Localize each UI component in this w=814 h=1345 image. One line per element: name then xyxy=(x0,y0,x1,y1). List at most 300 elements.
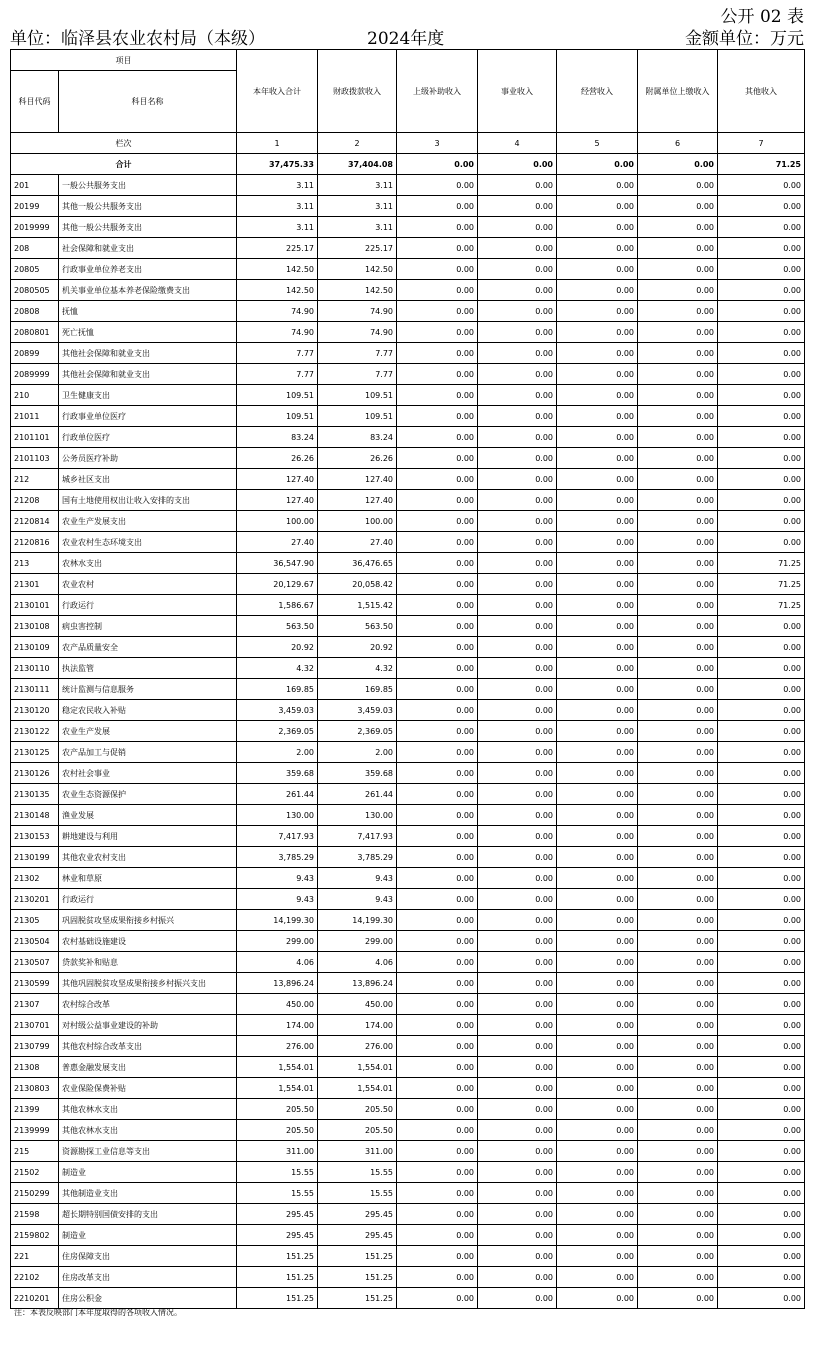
amount-cell: 4.32 xyxy=(237,658,318,679)
amount-cell: 7.77 xyxy=(237,364,318,385)
amount-cell: 0.00 xyxy=(638,994,718,1015)
amount-cell: 0.00 xyxy=(638,595,718,616)
amount-cell: 0.00 xyxy=(718,1246,805,1267)
amount-cell: 0.00 xyxy=(478,553,557,574)
amount-cell: 0.00 xyxy=(478,301,557,322)
table-row xyxy=(11,1267,805,1288)
amount-cell: 0.00 xyxy=(718,532,805,553)
amount-cell: 174.00 xyxy=(318,1015,397,1036)
amount-cell: 15.55 xyxy=(318,1162,397,1183)
column-number-label: 栏次 xyxy=(11,133,237,154)
amount-cell: 0.00 xyxy=(397,595,478,616)
amount-cell: 311.00 xyxy=(318,1141,397,1162)
amount-cell: 7.77 xyxy=(318,343,397,364)
amount-cell: 0.00 xyxy=(557,196,638,217)
subject-name-cell: 一般公共服务支出 xyxy=(59,175,237,196)
amount-cell: 0.00 xyxy=(557,259,638,280)
subject-code-cell: 21302 xyxy=(11,868,59,889)
amount-cell: 0.00 xyxy=(718,1099,805,1120)
subject-name-cell: 其他制造业支出 xyxy=(59,1183,237,1204)
subject-name-cell: 行政单位医疗 xyxy=(59,427,237,448)
table-row xyxy=(11,742,805,763)
amount-cell: 0.00 xyxy=(557,1141,638,1162)
table-row xyxy=(11,679,805,700)
amount-cell: 0.00 xyxy=(478,700,557,721)
amount-cell: 0.00 xyxy=(397,616,478,637)
amount-cell: 0.00 xyxy=(718,973,805,994)
amount-cell: 295.45 xyxy=(318,1204,397,1225)
subject-name-cell: 对村级公益事业建设的补助 xyxy=(59,1015,237,1036)
amount-cell: 0.00 xyxy=(397,217,478,238)
amount-cell: 450.00 xyxy=(318,994,397,1015)
subject-name-cell: 行政事业单位养老支出 xyxy=(59,259,237,280)
amount-cell: 0.00 xyxy=(638,1225,718,1246)
amount-cell: 0.00 xyxy=(557,973,638,994)
subject-name-cell: 行政运行 xyxy=(59,595,237,616)
table-row xyxy=(11,469,805,490)
total-label: 合计 xyxy=(11,154,237,175)
table-row xyxy=(11,574,805,595)
table-row xyxy=(11,868,805,889)
header-row-1 xyxy=(11,50,805,71)
amount-cell: 0.00 xyxy=(397,1225,478,1246)
amount-cell: 0.00 xyxy=(718,868,805,889)
subject-name-cell: 稳定农民收入补贴 xyxy=(59,700,237,721)
amount-cell: 295.45 xyxy=(318,1225,397,1246)
amount-cell: 0.00 xyxy=(638,763,718,784)
total-row xyxy=(11,154,805,175)
amount-cell: 127.40 xyxy=(237,469,318,490)
amount-cell: 0.00 xyxy=(718,1036,805,1057)
amount-cell: 1,586.67 xyxy=(237,595,318,616)
table-row xyxy=(11,1246,805,1267)
amount-cell: 0.00 xyxy=(557,553,638,574)
amount-cell: 0.00 xyxy=(478,385,557,406)
amount-cell: 0.00 xyxy=(397,910,478,931)
table-row xyxy=(11,553,805,574)
amount-cell: 0.00 xyxy=(397,406,478,427)
amount-cell: 151.25 xyxy=(237,1246,318,1267)
amount-cell: 0.00 xyxy=(718,280,805,301)
amount-cell: 0.00 xyxy=(557,175,638,196)
subject-name-cell: 住房保障支出 xyxy=(59,1246,237,1267)
subject-name-cell: 超长期特别国债安排的支出 xyxy=(59,1204,237,1225)
amount-cell: 20,129.67 xyxy=(237,574,318,595)
amount-cell: 0.00 xyxy=(638,364,718,385)
amount-cell: 3,785.29 xyxy=(237,847,318,868)
amount-cell: 2,369.05 xyxy=(237,721,318,742)
column-number-cell: 2 xyxy=(318,133,397,154)
amount-cell: 0.00 xyxy=(397,1057,478,1078)
subject-code-cell: 21011 xyxy=(11,406,59,427)
amount-cell: 0.00 xyxy=(638,385,718,406)
amount-cell: 205.50 xyxy=(237,1120,318,1141)
amount-cell: 0.00 xyxy=(397,700,478,721)
amount-cell: 0.00 xyxy=(478,259,557,280)
amount-cell: 151.25 xyxy=(318,1267,397,1288)
amount-cell: 14,199.30 xyxy=(237,910,318,931)
amount-cell: 0.00 xyxy=(638,259,718,280)
amount-cell: 20.92 xyxy=(318,637,397,658)
amount-cell: 0.00 xyxy=(718,826,805,847)
subject-name-cell: 普惠金融发展支出 xyxy=(59,1057,237,1078)
amount-cell: 295.45 xyxy=(237,1225,318,1246)
amount-cell: 0.00 xyxy=(638,826,718,847)
amount-cell: 20,058.42 xyxy=(318,574,397,595)
amount-cell: 0.00 xyxy=(478,1225,557,1246)
amount-cell: 0.00 xyxy=(397,658,478,679)
subject-code-cell: 20805 xyxy=(11,259,59,280)
amount-cell: 0.00 xyxy=(397,742,478,763)
total-income-header: 本年收入合计 xyxy=(237,50,318,133)
amount-cell: 0.00 xyxy=(638,343,718,364)
amount-cell: 0.00 xyxy=(397,1036,478,1057)
amount-cell: 0.00 xyxy=(478,658,557,679)
table-row xyxy=(11,637,805,658)
subject-name-cell: 巩固脱贫攻坚成果衔接乡村振兴 xyxy=(59,910,237,931)
amount-cell: 0.00 xyxy=(478,490,557,511)
amount-cell: 225.17 xyxy=(237,238,318,259)
amount-cell: 0.00 xyxy=(638,301,718,322)
form-code: 公开 02 表 xyxy=(720,7,804,27)
table-row xyxy=(11,1141,805,1162)
amount-cell: 0.00 xyxy=(397,889,478,910)
amount-cell: 276.00 xyxy=(237,1036,318,1057)
amount-cell: 0.00 xyxy=(718,469,805,490)
subject-code-cell: 2130111 xyxy=(11,679,59,700)
amount-cell: 0.00 xyxy=(478,973,557,994)
amount-cell: 0.00 xyxy=(478,595,557,616)
amount-cell: 0.00 xyxy=(478,280,557,301)
amount-cell: 0.00 xyxy=(718,805,805,826)
table-row xyxy=(11,1183,805,1204)
subject-code-cell: 2130101 xyxy=(11,595,59,616)
table-row xyxy=(11,385,805,406)
amount-cell: 0.00 xyxy=(557,301,638,322)
table-row xyxy=(11,931,805,952)
amount-cell: 0.00 xyxy=(638,889,718,910)
amount-cell: 0.00 xyxy=(638,1036,718,1057)
amount-cell: 15.55 xyxy=(237,1183,318,1204)
table-row xyxy=(11,826,805,847)
amount-cell: 0.00 xyxy=(478,406,557,427)
amount-cell: 0.00 xyxy=(718,238,805,259)
amount-cell: 0.00 xyxy=(478,574,557,595)
subject-name-cell: 其他农林水支出 xyxy=(59,1099,237,1120)
amount-cell: 100.00 xyxy=(318,511,397,532)
table-row xyxy=(11,280,805,301)
amount-cell: 13,896.24 xyxy=(237,973,318,994)
table-row xyxy=(11,238,805,259)
amount-cell: 0.00 xyxy=(557,868,638,889)
amount-cell: 0.00 xyxy=(557,1162,638,1183)
subject-code-cell: 2080801 xyxy=(11,322,59,343)
amount-cell: 0.00 xyxy=(478,637,557,658)
amount-cell: 261.44 xyxy=(318,784,397,805)
table-row xyxy=(11,763,805,784)
amount-cell: 0.00 xyxy=(478,217,557,238)
subject-code-cell: 2089999 xyxy=(11,364,59,385)
amount-cell: 0.00 xyxy=(397,1120,478,1141)
amount-cell: 0.00 xyxy=(478,532,557,553)
amount-cell: 0.00 xyxy=(478,931,557,952)
amount-cell: 0.00 xyxy=(718,217,805,238)
column-number-cell: 3 xyxy=(397,133,478,154)
subject-code-cell: 21399 xyxy=(11,1099,59,1120)
amount-cell: 299.00 xyxy=(237,931,318,952)
amount-cell: 0.00 xyxy=(478,364,557,385)
subject-code-cell: 210 xyxy=(11,385,59,406)
amount-cell: 3.11 xyxy=(237,175,318,196)
amount-cell: 9.43 xyxy=(237,868,318,889)
amount-cell: 7,417.93 xyxy=(318,826,397,847)
amount-cell: 0.00 xyxy=(638,1246,718,1267)
column-number-row xyxy=(11,133,805,154)
amount-cell: 0.00 xyxy=(557,217,638,238)
subject-name-cell: 其他巩固脱贫攻坚成果衔接乡村振兴支出 xyxy=(59,973,237,994)
amount-cell: 1,554.01 xyxy=(318,1078,397,1099)
amount-cell: 142.50 xyxy=(237,280,318,301)
amount-cell: 0.00 xyxy=(557,700,638,721)
amount-cell: 0.00 xyxy=(478,322,557,343)
subject-name-cell: 农业生产发展支出 xyxy=(59,511,237,532)
subject-name-cell: 贷款奖补和贴息 xyxy=(59,952,237,973)
amount-cell: 0.00 xyxy=(557,742,638,763)
amount-cell: 0.00 xyxy=(638,1099,718,1120)
amount-cell: 0.00 xyxy=(718,259,805,280)
subject-code-cell: 2130110 xyxy=(11,658,59,679)
amount-cell: 169.85 xyxy=(237,679,318,700)
amount-cell: 0.00 xyxy=(397,868,478,889)
table-row xyxy=(11,1120,805,1141)
amount-cell: 0.00 xyxy=(397,1099,478,1120)
amount-cell: 0.00 xyxy=(718,700,805,721)
amount-cell: 0.00 xyxy=(638,784,718,805)
name-header: 科目名称 xyxy=(59,71,237,133)
amount-cell: 0.00 xyxy=(557,448,638,469)
amount-cell: 0.00 xyxy=(557,889,638,910)
subject-code-cell: 21502 xyxy=(11,1162,59,1183)
amount-cell: 0.00 xyxy=(478,1078,557,1099)
subject-code-cell: 20808 xyxy=(11,301,59,322)
subject-code-cell: 2130153 xyxy=(11,826,59,847)
subject-code-cell: 2130126 xyxy=(11,763,59,784)
amount-cell: 0.00 xyxy=(638,532,718,553)
amount-cell: 0.00 xyxy=(397,826,478,847)
subject-code-cell: 2130148 xyxy=(11,805,59,826)
amount-cell: 0.00 xyxy=(718,196,805,217)
amount-cell: 74.90 xyxy=(237,322,318,343)
amount-cell: 0.00 xyxy=(638,1120,718,1141)
amount-cell: 0.00 xyxy=(718,511,805,532)
amount-cell: 0.00 xyxy=(557,805,638,826)
subject-name-cell: 农村社会事业 xyxy=(59,763,237,784)
amount-cell: 151.25 xyxy=(318,1288,397,1309)
amount-cell: 71.25 xyxy=(718,553,805,574)
amount-cell: 0.00 xyxy=(718,742,805,763)
amount-cell: 563.50 xyxy=(237,616,318,637)
amount-cell: 0.00 xyxy=(638,427,718,448)
code-header: 科目代码 xyxy=(11,71,59,133)
subject-name-cell: 农林水支出 xyxy=(59,553,237,574)
amount-cell: 9.43 xyxy=(237,889,318,910)
amount-cell: 0.00 xyxy=(478,994,557,1015)
amount-cell: 0.00 xyxy=(557,847,638,868)
subject-name-cell: 农业生产发展 xyxy=(59,721,237,742)
subject-name-cell: 社会保障和就业支出 xyxy=(59,238,237,259)
amount-cell: 0.00 xyxy=(557,511,638,532)
subject-code-cell: 2130122 xyxy=(11,721,59,742)
amount-cell: 0.00 xyxy=(638,1141,718,1162)
subject-name-cell: 公务员医疗补助 xyxy=(59,448,237,469)
amount-cell: 0.00 xyxy=(478,1267,557,1288)
table-row xyxy=(11,322,805,343)
subject-code-cell: 213 xyxy=(11,553,59,574)
amount-cell: 3.11 xyxy=(318,196,397,217)
amount-cell: 0.00 xyxy=(638,175,718,196)
table-row xyxy=(11,1015,805,1036)
amount-cell: 127.40 xyxy=(318,469,397,490)
amount-cell: 0.00 xyxy=(478,1204,557,1225)
amount-cell: 26.26 xyxy=(318,448,397,469)
amount-cell: 0.00 xyxy=(557,721,638,742)
amount-cell: 0.00 xyxy=(718,616,805,637)
amount-cell: 0.00 xyxy=(478,679,557,700)
amount-cell: 0.00 xyxy=(638,280,718,301)
amount-cell: 15.55 xyxy=(318,1183,397,1204)
amount-cell: 0.00 xyxy=(397,1246,478,1267)
amount-cell: 174.00 xyxy=(237,1015,318,1036)
amount-cell: 0.00 xyxy=(638,322,718,343)
amount-cell: 0.00 xyxy=(478,889,557,910)
subject-name-cell: 城乡社区支出 xyxy=(59,469,237,490)
subject-name-cell: 农产品质量安全 xyxy=(59,637,237,658)
amount-cell: 71.25 xyxy=(718,574,805,595)
amount-cell: 142.50 xyxy=(318,280,397,301)
amount-cell: 3.11 xyxy=(237,196,318,217)
subject-code-cell: 22102 xyxy=(11,1267,59,1288)
amount-cell: 7.77 xyxy=(318,364,397,385)
amount-cell: 0.00 xyxy=(557,1183,638,1204)
amount-cell: 0.00 xyxy=(397,763,478,784)
subject-name-cell: 病虫害控制 xyxy=(59,616,237,637)
amount-cell: 0.00 xyxy=(397,1078,478,1099)
amount-cell: 0.00 xyxy=(638,469,718,490)
amount-cell: 0.00 xyxy=(478,616,557,637)
table-row xyxy=(11,1204,805,1225)
subject-code-cell: 2130803 xyxy=(11,1078,59,1099)
amount-cell: 0.00 xyxy=(557,994,638,1015)
subject-code-cell: 2120814 xyxy=(11,511,59,532)
amount-cell: 0.00 xyxy=(557,616,638,637)
subject-name-cell: 制造业 xyxy=(59,1225,237,1246)
amount-cell: 0.00 xyxy=(397,175,478,196)
amount-cell: 0.00 xyxy=(397,784,478,805)
table-row xyxy=(11,805,805,826)
amount-cell: 205.50 xyxy=(237,1099,318,1120)
amount-cell: 0.00 xyxy=(718,1057,805,1078)
total-value-cell: 71.25 xyxy=(718,154,805,175)
subject-code-cell: 2130135 xyxy=(11,784,59,805)
amount-cell: 0.00 xyxy=(397,1267,478,1288)
amount-cell: 0.00 xyxy=(718,1267,805,1288)
amount-cell: 0.00 xyxy=(557,1015,638,1036)
subject-code-cell: 21598 xyxy=(11,1204,59,1225)
amount-cell: 0.00 xyxy=(478,1036,557,1057)
income-table xyxy=(10,49,805,1309)
amount-cell: 0.00 xyxy=(557,1288,638,1309)
amount-cell: 7,417.93 xyxy=(237,826,318,847)
amount-cell: 0.00 xyxy=(638,742,718,763)
amount-cell: 0.00 xyxy=(478,826,557,847)
amount-cell: 0.00 xyxy=(638,847,718,868)
table-row xyxy=(11,1057,805,1078)
table-row xyxy=(11,658,805,679)
table-row xyxy=(11,343,805,364)
amount-cell: 0.00 xyxy=(478,910,557,931)
subject-code-cell: 2139999 xyxy=(11,1120,59,1141)
amount-cell: 0.00 xyxy=(397,805,478,826)
amount-cell: 0.00 xyxy=(638,1288,718,1309)
amount-cell: 0.00 xyxy=(397,196,478,217)
amount-cell: 0.00 xyxy=(718,1078,805,1099)
amount-cell: 0.00 xyxy=(557,1225,638,1246)
amount-cell: 0.00 xyxy=(718,343,805,364)
amount-cell: 0.00 xyxy=(557,385,638,406)
amount-cell: 0.00 xyxy=(397,1183,478,1204)
subject-code-cell: 201 xyxy=(11,175,59,196)
amount-cell: 0.00 xyxy=(478,448,557,469)
amount-cell: 0.00 xyxy=(718,406,805,427)
amount-cell: 142.50 xyxy=(318,259,397,280)
amount-cell: 0.00 xyxy=(718,952,805,973)
amount-cell: 0.00 xyxy=(718,1204,805,1225)
amount-cell: 0.00 xyxy=(638,553,718,574)
table-row xyxy=(11,364,805,385)
amount-cell: 0.00 xyxy=(397,511,478,532)
table-row xyxy=(11,427,805,448)
total-value-cell: 0.00 xyxy=(638,154,718,175)
amount-cell: 0.00 xyxy=(557,238,638,259)
amount-cell: 0.00 xyxy=(397,574,478,595)
amount-cell: 15.55 xyxy=(237,1162,318,1183)
amount-cell: 0.00 xyxy=(718,1162,805,1183)
subject-code-cell: 2130109 xyxy=(11,637,59,658)
subject-name-cell: 农业生态资源保护 xyxy=(59,784,237,805)
amount-cell: 127.40 xyxy=(237,490,318,511)
table-row xyxy=(11,1225,805,1246)
amount-cell: 2.00 xyxy=(318,742,397,763)
amount-cell: 27.40 xyxy=(237,532,318,553)
amount-cell: 0.00 xyxy=(397,721,478,742)
amount-cell: 0.00 xyxy=(638,805,718,826)
amount-cell: 0.00 xyxy=(478,1288,557,1309)
table-row xyxy=(11,847,805,868)
amount-cell: 0.00 xyxy=(557,490,638,511)
amount-cell: 0.00 xyxy=(557,1204,638,1225)
total-value-cell: 37,475.33 xyxy=(237,154,318,175)
amount-cell: 0.00 xyxy=(557,280,638,301)
amount-cell: 9.43 xyxy=(318,889,397,910)
amount-cell: 3,459.03 xyxy=(237,700,318,721)
amount-cell: 1,554.01 xyxy=(318,1057,397,1078)
amount-cell: 0.00 xyxy=(397,280,478,301)
amount-cell: 359.68 xyxy=(237,763,318,784)
amount-cell: 0.00 xyxy=(478,763,557,784)
subject-name-cell: 其他一般公共服务支出 xyxy=(59,217,237,238)
amount-cell: 0.00 xyxy=(638,511,718,532)
subject-code-cell: 2080505 xyxy=(11,280,59,301)
